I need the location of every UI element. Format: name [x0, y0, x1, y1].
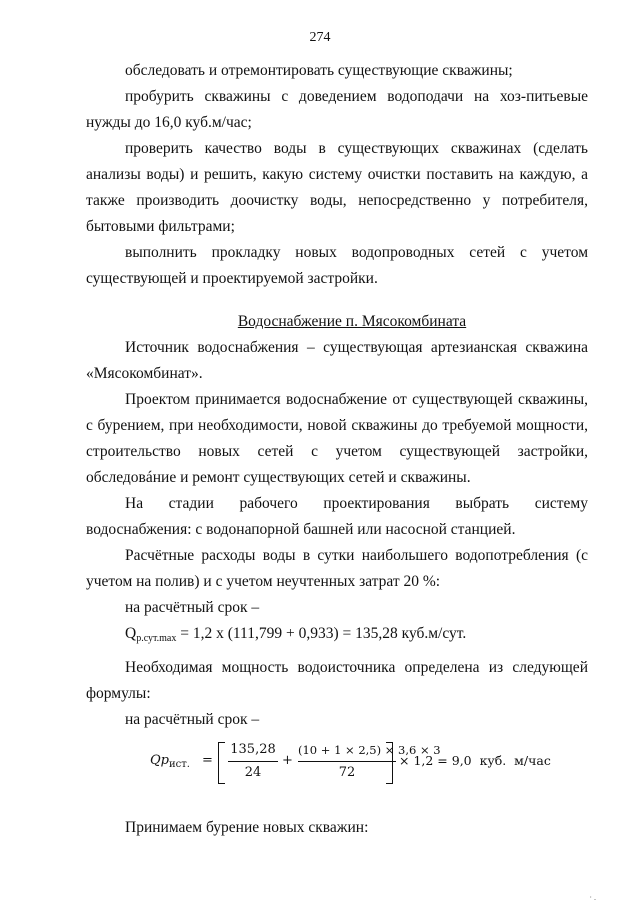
formula-lhs-symbol: Qp: [150, 753, 169, 768]
right-bracket: [386, 742, 393, 784]
fraction-1-numerator: 135,28: [230, 742, 276, 757]
fraction-1: [228, 742, 278, 781]
paragraph-source: Источник водоснабжения – существующая артезианская скважина «Мясокомбинат».: [86, 339, 588, 382]
formula-daily-flow: [86, 621, 588, 652]
paragraph-drilling-new: Принимаем бурение новых скважин:: [125, 819, 369, 836]
section-heading: Водоснабжение п. Мясокомбината: [237, 313, 467, 330]
text-block-top: [86, 58, 588, 292]
formula-lhs-subscript: ист.: [168, 759, 190, 770]
page-number: 274: [309, 30, 331, 45]
paragraph-water-consumption: Расчётные расходы воды в сутки наибольшего водопотребления (с учетом на полив) и с учетом неучтенных затрат 20 %:: [86, 547, 588, 590]
formula-plus: +: [282, 753, 293, 768]
formula-tail: × 1,2 = 9,0 куб. м/час: [399, 753, 551, 768]
paragraph-required-power: Необходимая мощность водоисточника определена из следующей формулы:: [86, 659, 588, 702]
term-label: на расчётный срок –: [125, 711, 260, 728]
formula-equals: =: [202, 753, 213, 768]
term-label: на расчётный срок –: [125, 599, 260, 616]
formula-lhs: [150, 753, 190, 770]
text-block-power: [86, 655, 588, 733]
formula-subscript: р.сут.max: [136, 633, 177, 644]
text-block-bottom: [86, 815, 588, 841]
fraction-1-bar: [228, 761, 278, 762]
fraction-2-denominator: 72: [338, 765, 356, 780]
text-block-section: [86, 309, 588, 335]
fraction-2-numerator: (10 + 1 × 2,5) × 3,6 × 3: [298, 743, 441, 757]
paragraph-quality: проверить качество воды в существующих скважинах (сделать анализы воды) и решить, какую систему очистки поставить на каждую, а также производить доочистку воды, непосредственно у потребителя, бытовыми фильтрами;: [86, 140, 588, 235]
formula-symbol: Q: [125, 625, 137, 642]
paragraph-project: Проектом принимается водоснабжение от существующей скважины, с бурением, при необходимости, новой скважины до требуемой мощности, строительство новых сетей с учетом существующей застройки, обследовáние и ремонт существующих сетей и скважины.: [86, 391, 588, 486]
formula-source-capacity: [150, 740, 550, 784]
formula-expression: = 1,2 х (111,799 + 0,933) = 135,28 куб.м/сут.: [176, 625, 467, 642]
paragraph-design-stage: На стадии рабочего проектирования выбрать систему водоснабжения: с водонапорной башней или насосной станцией.: [86, 495, 588, 538]
fraction-1-denominator: 24: [244, 765, 262, 780]
left-bracket: [218, 742, 225, 784]
paragraph-networks: выполнить прокладку новых водопроводных сетей с учетом существующей и проектируемой застройки.: [86, 244, 588, 287]
fraction-2: [298, 742, 441, 781]
paragraph-drill: пробурить скважины с доведением водоподачи на хоз-питьевые нужды до 16,0 куб.м/час;: [86, 88, 588, 131]
paragraph-inspect: обследовать и отремонтировать существующие скважины;: [125, 62, 513, 79]
fraction-2-bar: [298, 761, 396, 762]
text-block-mid: [86, 335, 588, 652]
scan-mark: · .: [589, 893, 596, 902]
